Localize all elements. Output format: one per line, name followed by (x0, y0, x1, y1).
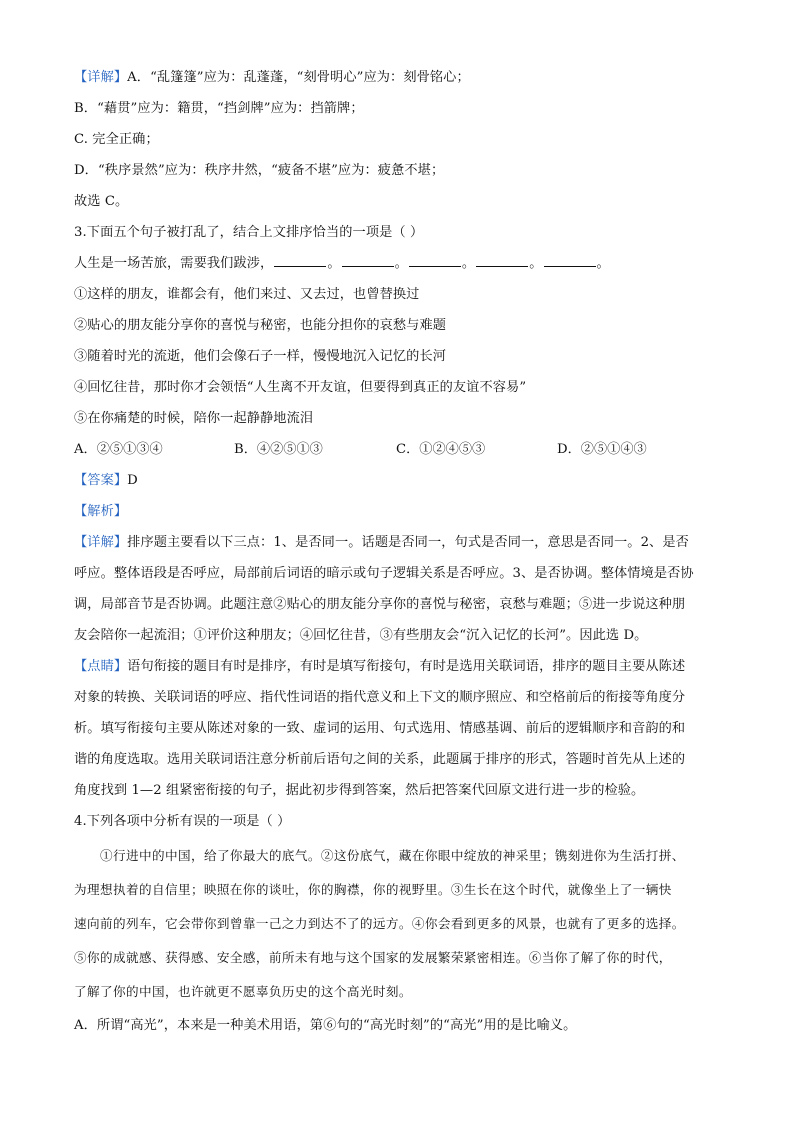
analysis-tag: 【解析】 (74, 504, 128, 519)
q2-option-c-correction: C. 完全正确； (74, 132, 159, 147)
q3-tip-line-5: 角度找到 1—2 组紧密衔接的句子，据此初步得到答案，然后把答案代回原文进行进一步的检验。 (74, 783, 645, 798)
q4-passage-line-5: 了解了你的中国，也许就更不愿辜负历史的这个高光时刻。 (74, 984, 412, 999)
q2-option-a-correction: A．“乱篷篷”应为：乱蓬蓬，“刻骨明心”应为：刻骨铭心； (127, 70, 470, 85)
blank-4 (476, 254, 528, 267)
q3-answer-line (74, 471, 138, 491)
q3-stem: 3.下面五个句子被打乱了，结合上文排序恰当的一项是（ ） (74, 225, 424, 240)
q3-detail-line-2: 呼应。整体语段是否呼应，局部前后词语的暗示或句子逻辑关系是否呼应。3、是否协调。整体情境是否协 (74, 566, 694, 581)
q3-lead: 人生是一场苦旅，需要我们跋涉， (74, 256, 274, 271)
blank-2 (342, 254, 394, 267)
answer-tag: 【答案】 (74, 473, 128, 488)
detail-text: 排序题主要看以下三点：1、是否同一。话题是否同一，句式是否同一，意思是否同一。2、是否 (127, 535, 689, 550)
q3-sentence-3: ③随着时光的流逝，他们会像石子一样，慢慢地沉入记忆的长河 (74, 349, 447, 364)
detail-tag: 【详解】 (74, 535, 128, 550)
detail-tag: 【详解】 (74, 70, 128, 85)
q3-sentence-2: ②贴心的朋友能分享你的喜悦与秘密，也能分担你的哀愁与难题 (74, 318, 447, 333)
q3-tip-line-3: 析。填写衔接句主要从陈述对象的一致、虚词的运用、句式选用、情感基调、前后的逻辑顺序和音韵的和 (74, 721, 686, 736)
q4-stem: 4.下列各项中分析有误的一项是（ ） (74, 814, 291, 829)
q2-detail-line (74, 68, 470, 88)
q3-detail-line-4: 友会陪你一起流泪；①评价这种朋友；④回忆往昔，③有些朋友会“沉入记忆的长河”。因此选 D。 (74, 628, 648, 643)
q3-detail-line-1 (74, 533, 689, 553)
blank-3 (409, 254, 461, 267)
q3-option-a: A．②⑤①③④ (74, 442, 163, 457)
q2-option-b-correction: B．“藉贯”应为：籍贯，“挡剑牌”应为：挡箭牌； (74, 101, 364, 116)
q3-option-b: B．④②⑤①③ (234, 442, 323, 457)
tip-text: 语句衔接的题目有时是排序，有时是填写衔接句，有时是选用关联词语，排序的题目主要从陈述 (127, 659, 686, 674)
q4-passage-line-3: 速向前的列车，它会带你到曾靠一己之力到达不了的远方。④你会看到更多的风景，也就有了更多的选择。 (74, 916, 685, 931)
q3-option-d: D．②⑤①④③ (557, 442, 647, 457)
q4-option-a: A．所谓“高光”，本来是一种美术用语，第⑥句的“高光时刻”的“高光”用的是比喻义。 (74, 1018, 577, 1033)
q3-detail-line-3: 调，局部音节是否协调。此题注意②贴心的朋友能分享你的喜悦与秘密，哀愁与难题；⑤进一步说这种朋 (74, 597, 686, 612)
q3-option-c: C．①②④⑤③ (396, 442, 486, 457)
q4-passage-line-1: ①行进中的中国，给了你最大的底气。②这份底气，藏在你眼中绽放的神采里；镌刻进你为生活打拼、 (100, 848, 685, 863)
q3-answer: D (127, 473, 138, 488)
blank-1 (274, 254, 326, 267)
q2-option-d-correction: D．“秩序景然”应为：秩序井然，“疲备不堪”应为：疲惫不堪； (74, 163, 445, 178)
q3-analysis-line (74, 502, 127, 522)
q3-tip-line-2: 对象的转换、关联词语的呼应、指代性词语的指代意义和上下文的顺序照应、和空格前后的衔接等角度分 (74, 690, 686, 705)
q3-sentence-5: ⑤在你痛楚的时候，陪你一起静静地流泪 (74, 411, 314, 426)
q3-sentence-4: ④回忆往昔，那时你才会领悟“人生离不开友谊，但要得到真正的友谊不容易” (74, 380, 527, 395)
q3-lead-line: 人生是一场苦旅，需要我们跋涉， 。 。 。 。 。 (74, 256, 610, 271)
q2-choice: 故选 C。 (74, 194, 129, 209)
q4-passage-line-4: ⑤你的成就感、获得感、安全感，前所未有地与这个国家的发展繁荣紧密相连。⑥当你了解了你的时代， (74, 950, 672, 965)
tip-tag: 【点睛】 (74, 659, 128, 674)
q4-passage-line-2: 为理想执着的自信里；映照在你的谈吐，你的胸襟，你的视野里。③生长在这个时代，就像坐上了一辆快 (74, 882, 672, 897)
q3-tip-line-1 (74, 657, 685, 677)
q3-sentence-1: ①这样的朋友，谁都会有，他们来过、又去过，也曾替换过 (74, 287, 420, 302)
q3-tip-line-4: 谐的角度选取。选用关联词语注意分析前后语句之间的关系，此题属于排序的形式，答题时首先从上述的 (74, 752, 686, 767)
blank-5 (544, 254, 596, 267)
